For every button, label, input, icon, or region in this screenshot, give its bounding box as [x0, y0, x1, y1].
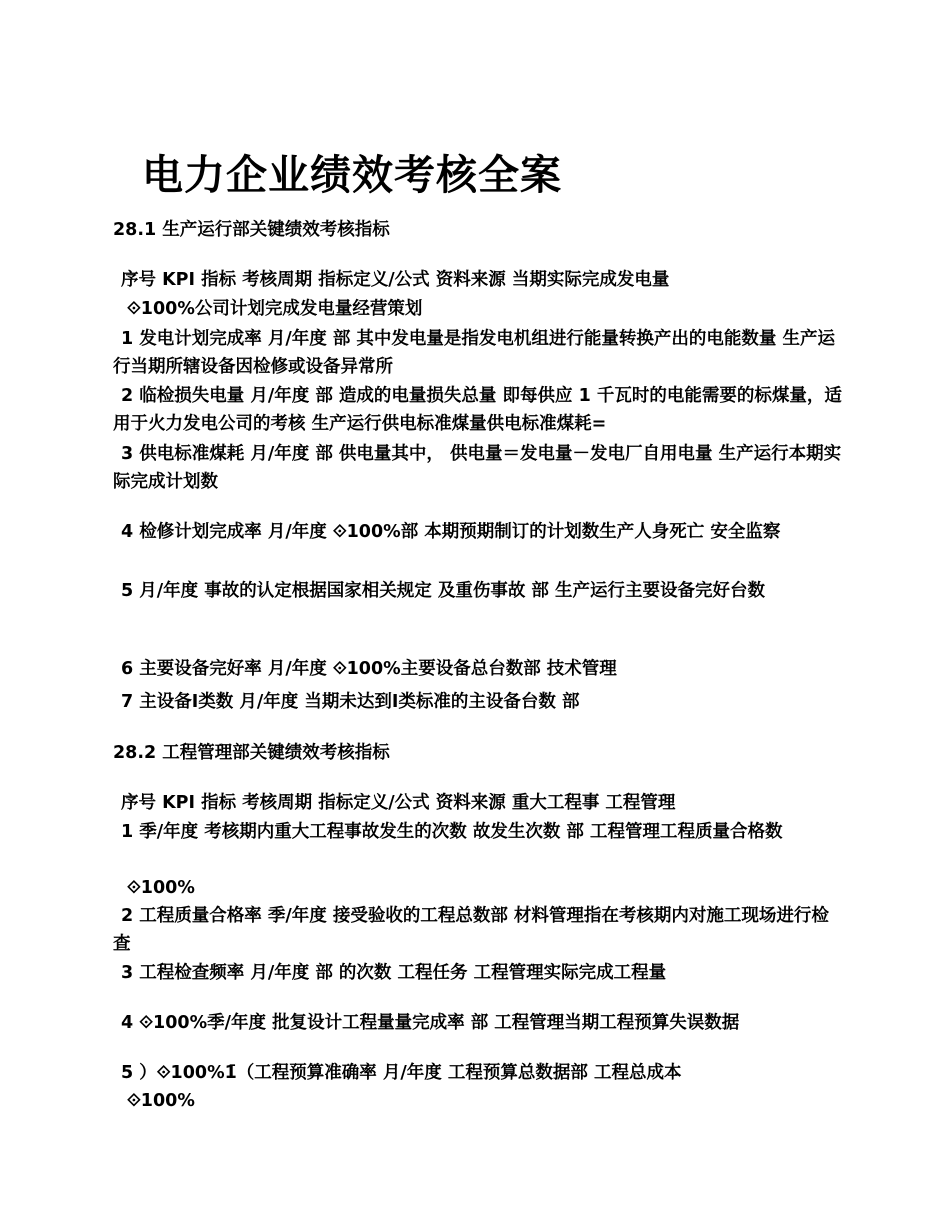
body-line: 4 检修计划完成率 月/年度 ⟐100%部 本期预期制订的计划数生产人身死亡 安全监察 [121, 522, 781, 542]
body-line: ⟐100% [127, 878, 195, 898]
section-heading: 28.2 工程管理部关键绩效考核指标 [113, 743, 390, 763]
body-line: ⟐100% [127, 1091, 195, 1111]
body-line: 1 发电计划完成率 月/年度 部 其中发电量是指发电机组进行能量转换产出的电能数量 生产运行当期所辖设备因检修或设备异常所 [113, 329, 836, 377]
body-line: 4 ⟐100%季/年度 批复设计工程量量完成率 部 工程管理当期工程预算失误数据 [121, 1013, 740, 1033]
document-title: 电力企业绩效考核全案 [142, 151, 562, 199]
body-line: 3 供电标准煤耗 月/年度 部 供电量其中， 供电量＝发电量－发电厂自用电量 生产运行本期实际完成计划数 [113, 444, 842, 492]
body-line: 3 工程检查频率 月/年度 部 的次数 工程任务 工程管理实际完成工程量 [121, 963, 667, 983]
body-line: 5 月/年度 事故的认定根据国家相关规定 及重伤事故 部 生产运行主要设备完好台数 [121, 581, 766, 601]
section-heading: 28.1 生产运行部关键绩效考核指标 [113, 220, 390, 240]
body-line: 2 临检损失电量 月/年度 部 造成的电量损失总量 即每供应 1 千瓦时的电能需要的标煤量，适用于火力发电公司的考核 生产运行供电标准煤量供电标准煤耗= [113, 386, 842, 434]
body-line: 序号 KPI 指标 考核周期 指标定义/公式 资料来源 当期实际完成发电量 [121, 270, 670, 290]
body-line: 序号 KPI 指标 考核周期 指标定义/公式 资料来源 重大工程事 工程管理 [121, 793, 676, 813]
body-line: 5 ）⟐100%1̄（工程预算准确率 月/年度 工程预算总数据部 工程总成本 [121, 1063, 682, 1083]
body-line: 6 主要设备完好率 月/年度 ⟐100%主要设备总台数部 技术管理 [121, 659, 617, 679]
body-line: ⟐100%公司计划完成发电量经营策划 [127, 299, 423, 319]
body-line: 1 季/年度 考核期内重大工程事故发生的次数 故发生次数 部 工程管理工程质量合格数 [121, 822, 783, 842]
body-line: 7 主设备Ⅰ类数 月/年度 当期未达到Ⅰ类标准的主设备台数 部 [121, 692, 580, 712]
body-line: 2 工程质量合格率 季/年度 接受验收的工程总数部 材料管理指在考核期内对施工现场进行检查 [113, 906, 829, 954]
